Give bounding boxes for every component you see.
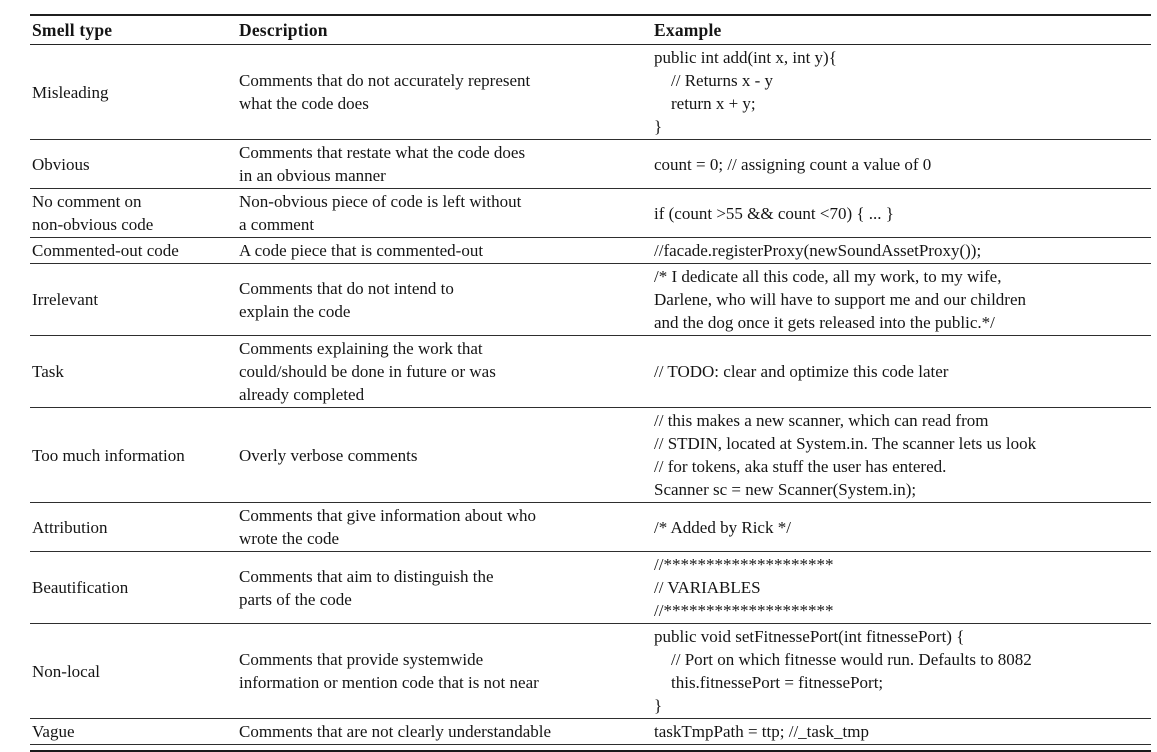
description-line: Comments that provide systemwide (239, 650, 484, 669)
smell-type-cell (30, 264, 237, 336)
description-line: A code piece that is commented-out (239, 241, 484, 260)
description-cell (237, 503, 652, 552)
code-line: and the dog once it gets released into the public.*/ (654, 313, 995, 332)
description-cell (237, 624, 652, 719)
description-line: parts of the code (239, 589, 352, 609)
smell-type-cell (30, 552, 237, 624)
example-cell (652, 408, 1151, 503)
description-line: a comment (239, 215, 315, 234)
code-line: //******************** (654, 601, 834, 620)
code-line: } (654, 696, 663, 715)
example-cell (652, 719, 1151, 745)
smell-type-cell (30, 719, 237, 745)
table-header (30, 15, 1151, 45)
smell-type-line: No comment on (32, 192, 142, 211)
code-line: // Returns x - y (654, 71, 773, 90)
code-line: // VARIABLES (654, 578, 761, 597)
smell-type-line: Obvious (32, 154, 90, 174)
description-line: could/should be done in future or was (239, 362, 496, 381)
description-line: Comments that give information about who (239, 506, 536, 525)
code-line: //******************** (654, 555, 834, 574)
description-line: Comments explaining the work that (239, 339, 483, 358)
smell-type-line: Non-local (32, 661, 100, 681)
smell-type-cell (30, 189, 237, 238)
description-line: what the code does (239, 94, 369, 113)
smell-type-line: Beautification (32, 578, 129, 597)
smell-type-line: Too much information (32, 445, 185, 465)
header-example: Example (652, 15, 1151, 45)
smell-type-cell (30, 336, 237, 408)
header-smell-type: Smell type (30, 15, 237, 45)
description-line: already completed (239, 385, 365, 404)
code-line: if (count >55 && count <70) { ... } (654, 203, 894, 223)
description-line: wrote the code (239, 529, 340, 548)
description-line: Comments that are not clearly understandable (239, 722, 552, 741)
description-line: information or mention code that is not near (239, 673, 539, 692)
code-line: // STDIN, located at System.in. The scanner lets us look (654, 434, 1037, 453)
smell-type-line: non-obvious code (32, 215, 154, 234)
description-line: Comments that do not intend to (239, 278, 454, 298)
table-row (30, 140, 1151, 189)
table-row (30, 189, 1151, 238)
code-line: this.fitnessePort = fitnessePort; (654, 673, 884, 692)
smell-type-cell (30, 503, 237, 552)
table-row (30, 264, 1151, 336)
example-cell (652, 552, 1151, 624)
code-line: // Port on which fitnesse would run. Defaults to 8082 (654, 650, 1032, 669)
description-line: Comments that restate what the code does (239, 143, 526, 162)
code-line: taskTmpPath = ttp; //_task_tmp (654, 722, 869, 741)
code-line: // for tokens, aka stuff the user has entered. (654, 457, 947, 476)
comment-smells-table (30, 14, 1151, 745)
smell-type-line: Vague (32, 722, 75, 741)
smell-type-line: Commented-out code (32, 241, 179, 260)
code-line: public int add(int x, int y){ (654, 48, 837, 67)
smell-type-cell (30, 45, 237, 140)
smell-type-cell (30, 624, 237, 719)
table-row (30, 624, 1151, 719)
code-line: // this makes a new scanner, which can read from (654, 411, 989, 430)
table-row (30, 336, 1151, 408)
code-line: count = 0; // assigning count a value of 0 (654, 154, 932, 174)
example-cell (652, 264, 1151, 336)
description-cell (237, 408, 652, 503)
description-line: Overly verbose comments (239, 445, 418, 465)
description-cell (237, 719, 652, 745)
code-line: public void setFitnessePort(int fitnessePort) { (654, 627, 965, 646)
smell-type-cell (30, 140, 237, 189)
description-cell (237, 238, 652, 264)
example-cell (652, 624, 1151, 719)
description-cell (237, 336, 652, 408)
smell-type-line: Attribution (32, 517, 108, 537)
code-line: //facade.registerProxy(newSoundAssetProxy()); (654, 241, 982, 260)
code-line: return x + y; (654, 94, 756, 113)
table-row (30, 45, 1151, 140)
code-line: // TODO: clear and optimize this code later (654, 362, 949, 381)
code-line: Darlene, who will have to support me and our children (654, 290, 1027, 309)
header-description: Description (237, 15, 652, 45)
table-body (30, 45, 1151, 745)
description-line: Comments that do not accurately represent (239, 71, 531, 90)
table-row (30, 719, 1151, 745)
description-line: explain the code (239, 301, 351, 321)
example-cell (652, 336, 1151, 408)
description-cell (237, 45, 652, 140)
description-cell (237, 140, 652, 189)
table-row (30, 408, 1151, 503)
description-line: Comments that aim to distinguish the (239, 566, 494, 586)
smell-type-cell (30, 238, 237, 264)
smell-type-cell (30, 408, 237, 503)
description-cell (237, 189, 652, 238)
code-line: /* Added by Rick */ (654, 517, 791, 537)
example-cell (652, 140, 1151, 189)
smell-type-line: Task (32, 362, 64, 381)
smell-type-line: Irrelevant (32, 290, 99, 309)
code-line: Scanner sc = new Scanner(System.in); (654, 480, 917, 499)
description-line: in an obvious manner (239, 166, 386, 185)
description-cell (237, 552, 652, 624)
document-page (30, 14, 1151, 752)
smell-type-line: Misleading (32, 82, 109, 102)
code-line: } (654, 117, 663, 136)
example-cell (652, 45, 1151, 140)
table-row (30, 552, 1151, 624)
code-line: /* I dedicate all this code, all my work, to my wife, (654, 267, 1002, 286)
description-line: Non-obvious piece of code is left without (239, 192, 522, 211)
description-cell (237, 264, 652, 336)
example-cell (652, 189, 1151, 238)
example-cell (652, 503, 1151, 552)
header-row (30, 15, 1151, 45)
table-row (30, 503, 1151, 552)
example-cell (652, 238, 1151, 264)
table-row (30, 238, 1151, 264)
